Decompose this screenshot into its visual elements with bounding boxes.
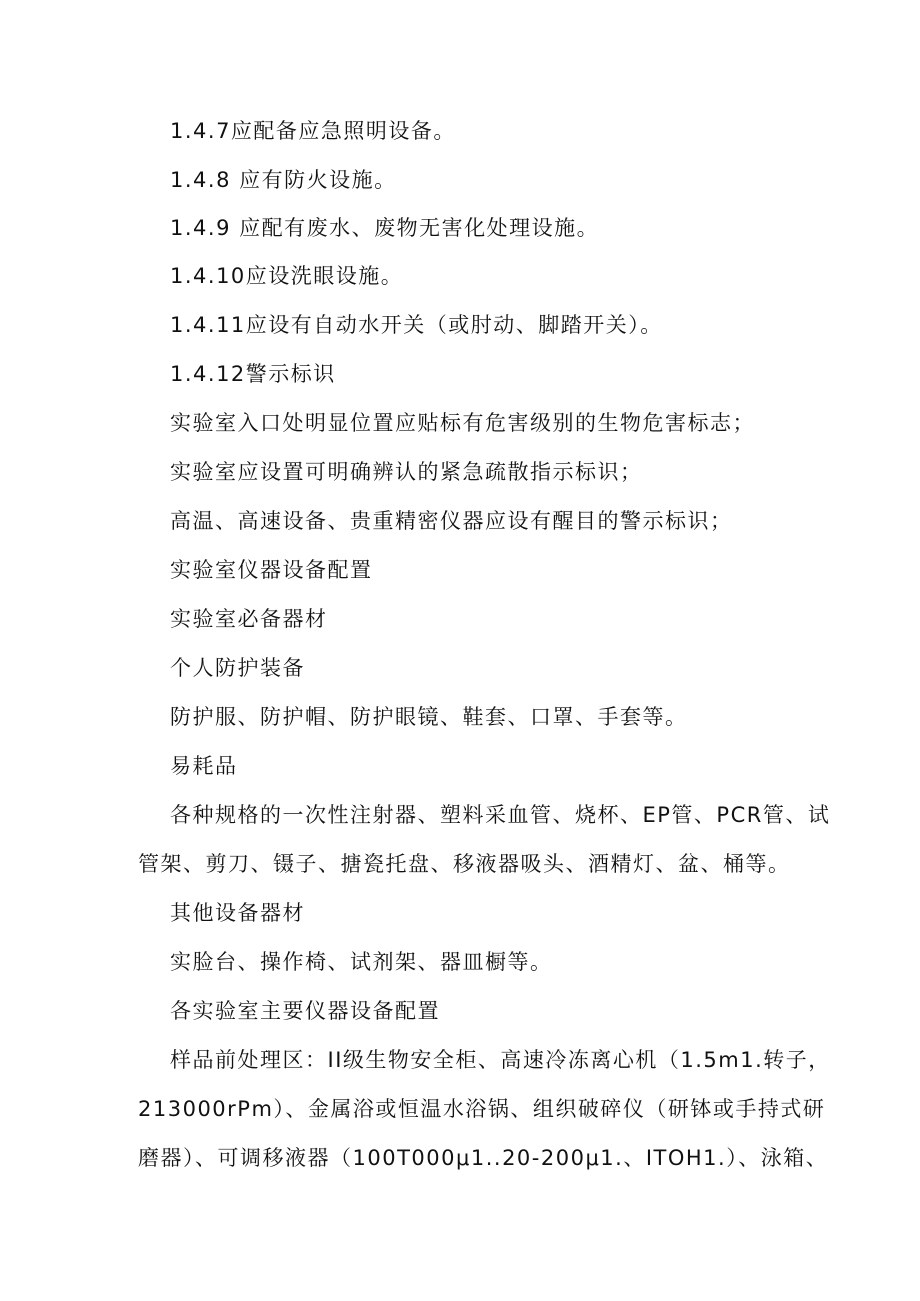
consumables-list-line-1: 各种规格的一次性注射器、塑料采血管、烧杯、EP管、PCR管、试 — [170, 803, 831, 827]
sample-prep-line-2: 213000rPm）、金属浴或恒温水浴锅、组织破碎仪（研钵或手持式研 — [138, 1097, 826, 1121]
section-heading-essential-materials: 实验室必备器材 — [170, 607, 328, 631]
section-heading-other-equipment: 其他设备器材 — [170, 901, 305, 925]
item-1-4-9: 1.4.9 应配有废水、废物无害化处理设施。 — [170, 216, 600, 240]
consumables-list-line-2: 管架、剪刀、镊子、搪瓷托盘、移液器吸头、酒精灯、盆、桶等。 — [138, 852, 791, 876]
sample-prep-line-1: 样品前处理区：II级生物安全柜、高速冷冻离心机（1.5m1.转子， — [170, 1048, 831, 1072]
warning-sign-line-3: 高温、高速设备、贵重精密仪器应设有醒目的警示标识； — [170, 509, 733, 533]
warning-sign-line-1: 实验室入口处明显位置应贴标有危害级别的生物危害标志； — [170, 411, 755, 435]
section-heading-consumables: 易耗品 — [170, 754, 238, 778]
ppe-list: 防护服、防护帽、防护眼镜、鞋套、口罩、手套等。 — [170, 705, 688, 729]
item-1-4-7: 1.4.7应配备应急照明设备。 — [170, 119, 456, 143]
section-heading-equipment-config: 实验室仪器设备配置 — [170, 558, 373, 582]
item-1-4-12-heading: 1.4.12警示标识 — [170, 362, 336, 386]
item-1-4-11: 1.4.11应设有自动水开关（或肘动、脚踏开关）。 — [170, 313, 663, 337]
section-heading-ppe: 个人防护装备 — [170, 656, 305, 680]
section-heading-main-instruments: 各实验室主要仪器设备配置 — [170, 999, 440, 1023]
other-equipment-list: 实脸台、操作椅、试剂架、器皿橱等。 — [170, 950, 553, 974]
sample-prep-line-3: 磨器）、可调移液器（100T000μ1..20-200μ1.、ITOH1.）、泳箱、 — [138, 1146, 829, 1170]
item-1-4-8: 1.4.8 应有防火设施。 — [170, 168, 397, 192]
item-1-4-10: 1.4.10应设洗眼设施。 — [170, 264, 404, 288]
warning-sign-line-2: 实验室应设置可明确辨认的紧急疏散指示标识； — [170, 460, 643, 484]
